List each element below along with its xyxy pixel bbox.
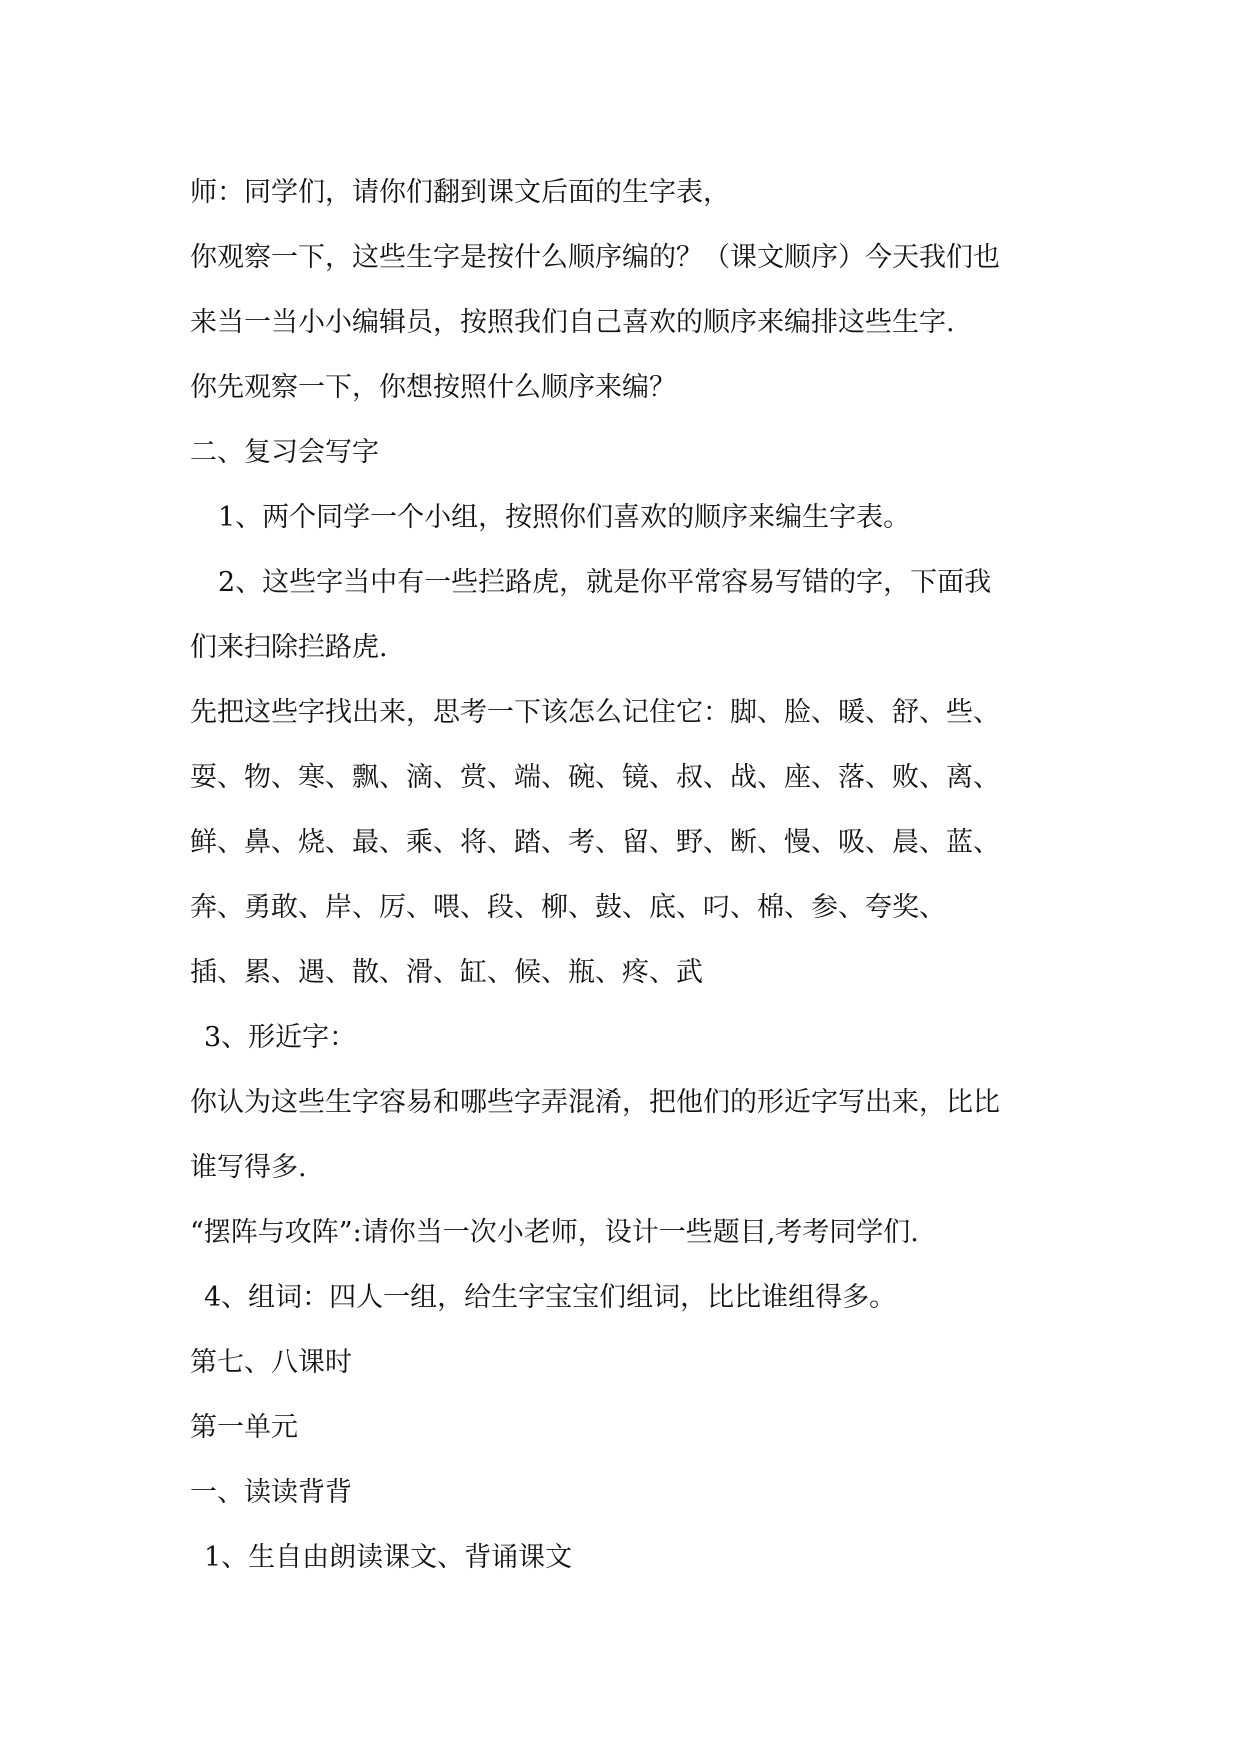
list-item: 1、两个同学一个小组，按照你们喜欢的顺序来编生字表。: [218, 502, 911, 533]
section-heading: 第七、八课时: [190, 1347, 352, 1378]
section-heading: 二、复习会写字: [190, 437, 379, 468]
character-list-line: 奔、勇敢、岸、厉、喂、段、柳、鼓、底、叼、棉、参、夸奖、: [190, 892, 946, 923]
section-heading: 一、读读背背: [190, 1477, 352, 1508]
document-body: [190, 160, 1070, 1590]
character-list-line: 耍、物、寒、飘、滴、赏、端、碗、镜、叔、战、座、落、败、离、: [190, 762, 1000, 793]
text-line: 你先观察一下，你想按照什么顺序来编？: [190, 372, 676, 403]
list-item: 1、生自由朗读课文、背诵课文: [204, 1542, 573, 1573]
section-heading: 第一单元: [190, 1412, 298, 1443]
text-line: 来当一当小小编辑员，按照我们自己喜欢的顺序来编排这些生字.: [190, 307, 955, 338]
text-line: 先把这些字找出来，思考一下该怎么记住它：脚、脸、暖、舒、些、: [190, 697, 1000, 728]
character-list-line: 插、累、遇、散、滑、缸、候、瓶、疼、武: [190, 957, 703, 988]
character-list-line: 鲜、鼻、烧、最、乘、将、踏、考、留、野、断、慢、吸、晨、蓝、: [190, 827, 1000, 858]
text-line: 们来扫除拦路虎.: [190, 632, 388, 663]
text-line: 谁写得多.: [190, 1152, 307, 1183]
text-line: “摆阵与攻阵”:请你当一次小老师，设计一些题目,考考同学们.: [190, 1217, 919, 1248]
list-item: 2、这些字当中有一些拦路虎，就是你平常容易写错的字，下面我: [218, 567, 992, 598]
text-line: 师：同学们，请你们翻到课文后面的生字表，: [190, 177, 730, 208]
list-item: 4、组词：四人一组，给生字宝宝们组词，比比谁组得多。: [204, 1282, 897, 1313]
text-line: 你认为这些生字容易和哪些字弄混淆，把他们的形近字写出来，比比: [190, 1087, 1000, 1118]
list-item: 3、形近字：: [204, 1022, 357, 1053]
text-line: 你观察一下，这些生字是按什么顺序编的？（课文顺序）今天我们也: [190, 242, 1000, 273]
